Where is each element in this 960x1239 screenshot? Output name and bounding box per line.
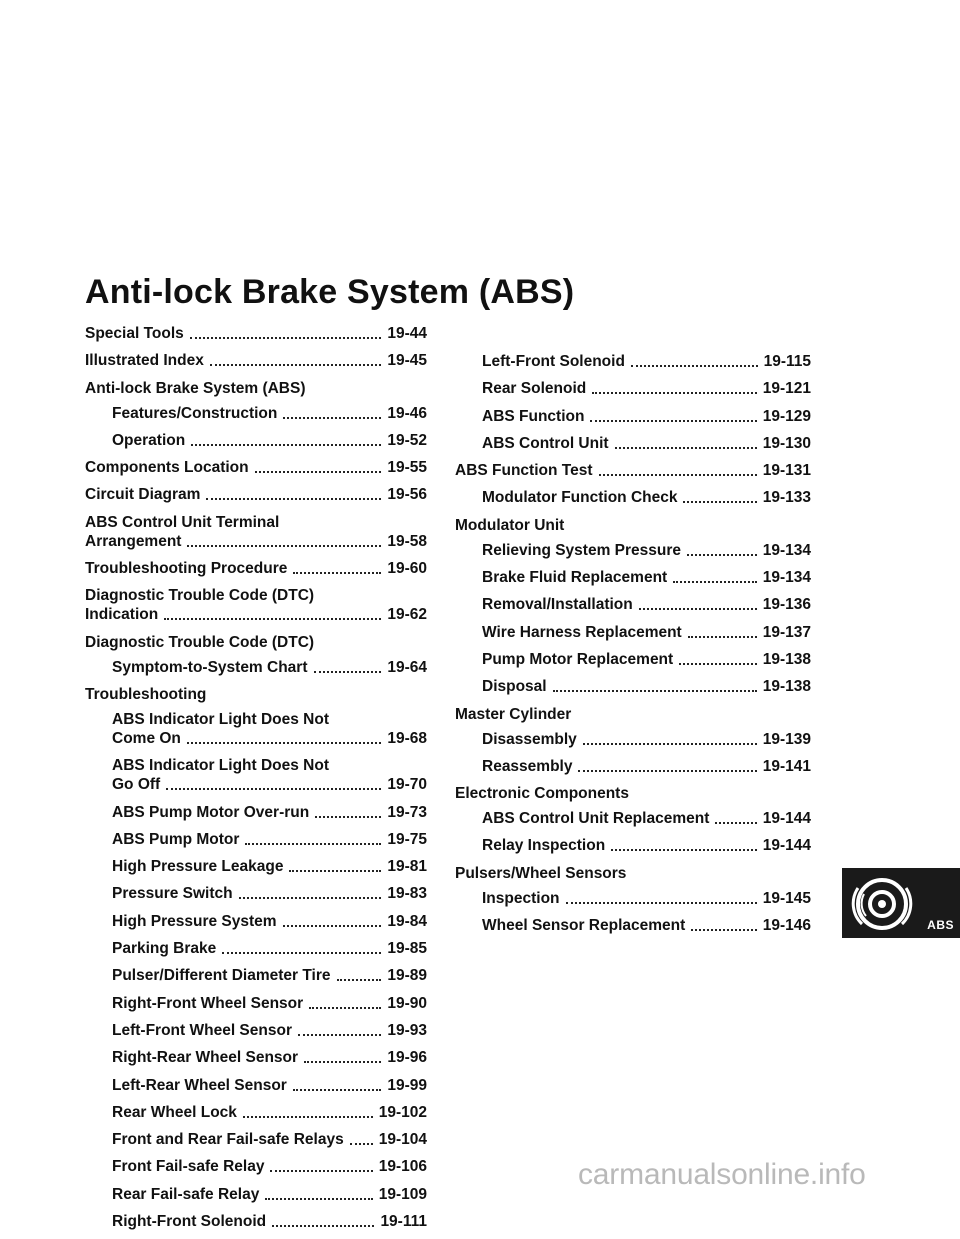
page-title: Anti-lock Brake System (ABS) bbox=[85, 273, 575, 311]
toc-section-heading: Electronic Components bbox=[455, 785, 629, 803]
toc-entry-label: ABS Control Unit Terminal bbox=[85, 513, 280, 531]
dot-leader bbox=[222, 952, 381, 954]
toc-entry[interactable] bbox=[455, 407, 811, 426]
dot-leader bbox=[239, 897, 382, 899]
toc-entry[interactable] bbox=[455, 434, 811, 453]
toc-entry-label: ABS Indicator Light Does Not bbox=[112, 757, 329, 775]
toc-entry[interactable] bbox=[455, 595, 811, 614]
toc-entry-label: Right-Front Wheel Sensor bbox=[112, 994, 304, 1012]
dot-leader bbox=[255, 471, 382, 473]
toc-entry-label: Illustrated Index bbox=[85, 352, 204, 370]
dot-leader bbox=[314, 671, 382, 673]
dot-leader bbox=[164, 618, 381, 620]
toc-section-heading: Master Cylinder bbox=[455, 705, 572, 723]
toc-entry-label: Rear Solenoid bbox=[482, 380, 587, 398]
toc-entry[interactable] bbox=[455, 623, 811, 642]
dot-leader bbox=[206, 498, 381, 500]
toc-page-number: 19-146 bbox=[762, 917, 811, 935]
dot-leader bbox=[309, 1007, 381, 1009]
toc-entry-label: ABS Function Test bbox=[455, 462, 593, 480]
dot-leader bbox=[283, 417, 381, 419]
toc-entry-label: ABS Pump Motor bbox=[112, 830, 240, 848]
toc-entry[interactable] bbox=[85, 939, 427, 958]
toc-entry-label: Arrangement bbox=[85, 532, 182, 550]
toc-page-number: 19-104 bbox=[378, 1131, 427, 1149]
toc-page-number: 19-144 bbox=[762, 810, 811, 828]
toc-page-number: 19-62 bbox=[387, 606, 427, 624]
toc-page-number: 19-109 bbox=[378, 1185, 427, 1203]
dot-leader bbox=[687, 554, 757, 556]
dot-leader bbox=[673, 581, 757, 583]
toc-entry[interactable] bbox=[85, 994, 427, 1013]
toc-page-number: 19-111 bbox=[380, 1213, 427, 1231]
toc-entry-label: Relay Inspection bbox=[482, 837, 606, 855]
toc-page-number: 19-99 bbox=[387, 1076, 427, 1094]
toc-section-heading: Modulator Unit bbox=[455, 516, 565, 534]
toc-page-number: 19-93 bbox=[387, 1021, 427, 1039]
toc-entry[interactable] bbox=[85, 324, 427, 343]
dot-leader bbox=[265, 1198, 372, 1200]
toc-page-number: 19-45 bbox=[387, 352, 427, 370]
toc-entry-label: ABS Pump Motor Over-run bbox=[112, 803, 310, 821]
toc-entry[interactable] bbox=[455, 757, 811, 776]
toc-page-number: 19-138 bbox=[762, 650, 811, 668]
toc-entry-label: Parking Brake bbox=[112, 940, 217, 958]
dot-leader bbox=[631, 365, 758, 367]
toc-entry-label: Components Location bbox=[85, 459, 249, 477]
dot-leader bbox=[187, 742, 381, 744]
dot-leader bbox=[566, 902, 757, 904]
toc-entry[interactable] bbox=[85, 586, 427, 624]
toc-entry[interactable] bbox=[85, 830, 427, 849]
toc-entry[interactable] bbox=[85, 404, 427, 423]
toc-entry[interactable] bbox=[455, 352, 811, 371]
toc-entry-label: Removal/Installation bbox=[482, 596, 633, 614]
dot-leader bbox=[691, 929, 756, 931]
dot-leader bbox=[243, 1116, 373, 1118]
abs-tab-label: ABS bbox=[927, 918, 954, 932]
dot-leader bbox=[210, 364, 381, 366]
toc-page-number: 19-44 bbox=[387, 325, 427, 342]
toc-page-number: 19-68 bbox=[387, 729, 427, 747]
toc-page-number: 19-60 bbox=[387, 560, 427, 578]
toc-section-heading: Pulsers/Wheel Sensors bbox=[455, 864, 627, 882]
toc-entry-label: Features/Construction bbox=[112, 404, 278, 422]
toc-entry-label: Diagnostic Trouble Code (DTC) bbox=[85, 587, 315, 605]
toc-entry[interactable] bbox=[455, 677, 811, 696]
toc-entry-label: Wire Harness Replacement bbox=[482, 623, 682, 641]
toc-entry-label: Pulser/Different Diameter Tire bbox=[112, 967, 331, 985]
toc-entry-label: Circuit Diagram bbox=[85, 486, 201, 504]
toc-entry[interactable] bbox=[455, 889, 811, 908]
dot-leader bbox=[187, 545, 381, 547]
toc-page-number: 19-133 bbox=[762, 489, 811, 507]
toc-entry-label: Left-Front Wheel Sensor bbox=[112, 1021, 292, 1039]
dot-leader bbox=[611, 849, 757, 851]
toc-page-number: 19-58 bbox=[387, 532, 427, 550]
toc-entry[interactable] bbox=[455, 379, 811, 398]
toc-entry[interactable] bbox=[85, 884, 427, 903]
toc-entry-label: Wheel Sensor Replacement bbox=[482, 917, 686, 935]
toc-entry[interactable] bbox=[85, 1021, 427, 1040]
toc-page-number: 19-81 bbox=[387, 858, 427, 876]
toc-entry-label: Pump Motor Replacement bbox=[482, 650, 674, 668]
toc-page-number: 19-130 bbox=[762, 434, 811, 452]
toc-entry-label: Special Tools bbox=[85, 325, 184, 342]
toc-page-number: 19-131 bbox=[762, 462, 811, 480]
toc-entry[interactable] bbox=[455, 568, 811, 587]
toc-entry-label: Left-Front Solenoid bbox=[482, 353, 625, 370]
dot-leader bbox=[679, 663, 757, 665]
toc-entry-label: High Pressure System bbox=[112, 912, 277, 930]
toc-entry[interactable] bbox=[85, 710, 427, 748]
toc-page-number: 19-106 bbox=[378, 1158, 427, 1176]
toc-left-column bbox=[85, 324, 427, 1239]
toc-entry[interactable] bbox=[85, 1185, 427, 1204]
dot-leader bbox=[293, 1089, 381, 1091]
toc-page-number: 19-70 bbox=[387, 776, 427, 794]
watermark: carmanualsonline.info bbox=[578, 1158, 866, 1191]
toc-entry[interactable] bbox=[85, 431, 427, 450]
toc-entry-label: Right-Front Solenoid bbox=[112, 1213, 267, 1231]
toc-entry[interactable] bbox=[85, 1103, 427, 1122]
toc-entry[interactable] bbox=[85, 513, 427, 551]
toc-entry-label: ABS Control Unit Replacement bbox=[482, 810, 710, 828]
toc-page-number: 19-121 bbox=[762, 380, 811, 398]
toc-page-number: 19-73 bbox=[387, 803, 427, 821]
toc-entry[interactable] bbox=[85, 458, 427, 477]
dot-leader bbox=[315, 816, 381, 818]
dot-leader bbox=[166, 788, 381, 790]
toc-entry[interactable] bbox=[85, 1212, 427, 1231]
toc-page-number: 19-134 bbox=[762, 541, 811, 559]
toc-entry-label: ABS Control Unit bbox=[482, 434, 609, 452]
toc-page-number: 19-145 bbox=[762, 889, 811, 907]
toc-entry[interactable] bbox=[85, 912, 427, 931]
toc-entry-label: Modulator Function Check bbox=[482, 489, 678, 507]
toc-entry[interactable] bbox=[85, 351, 427, 370]
toc-entry-label: Troubleshooting Procedure bbox=[85, 560, 288, 578]
toc-entry-label: Front Fail-safe Relay bbox=[112, 1158, 265, 1176]
toc-page-number: 19-129 bbox=[762, 407, 811, 425]
dot-leader bbox=[683, 501, 756, 503]
dot-leader bbox=[553, 690, 757, 692]
toc-entry[interactable] bbox=[85, 559, 427, 578]
toc-page-number: 19-139 bbox=[762, 730, 811, 748]
toc-page-number: 19-141 bbox=[762, 757, 811, 775]
toc-section-heading: Anti-lock Brake System (ABS) bbox=[85, 379, 306, 397]
toc-page-number: 19-84 bbox=[387, 912, 427, 930]
toc-page-number: 19-90 bbox=[387, 994, 427, 1012]
dot-leader bbox=[293, 572, 381, 574]
toc-entry-label: ABS Indicator Light Does Not bbox=[112, 710, 329, 728]
toc-page-number: 19-115 bbox=[763, 353, 811, 370]
toc-entry[interactable] bbox=[85, 1157, 427, 1176]
toc-page-number: 19-64 bbox=[387, 658, 427, 676]
toc-page-number: 19-138 bbox=[762, 678, 811, 696]
toc-entry-label: Symptom-to-System Chart bbox=[112, 658, 308, 676]
toc-entry-label: Go Off bbox=[112, 776, 161, 794]
toc-page-number: 19-75 bbox=[387, 830, 427, 848]
toc-entry[interactable] bbox=[455, 836, 811, 855]
toc-entry[interactable] bbox=[455, 488, 811, 507]
toc-entry-label: High Pressure Leakage bbox=[112, 858, 284, 876]
toc-entry-label: Reassembly bbox=[482, 757, 573, 775]
toc-page-number: 19-46 bbox=[387, 404, 427, 422]
toc-entry-label: Brake Fluid Replacement bbox=[482, 569, 668, 587]
brake-disc-icon bbox=[848, 874, 918, 934]
toc-entry[interactable] bbox=[85, 485, 427, 504]
dot-leader bbox=[615, 447, 757, 449]
toc-entry-label: Right-Rear Wheel Sensor bbox=[112, 1049, 299, 1067]
toc-page-number: 19-52 bbox=[387, 431, 427, 449]
toc-entry[interactable] bbox=[455, 809, 811, 828]
dot-leader bbox=[583, 743, 757, 745]
toc-entry-label: ABS Function bbox=[482, 407, 585, 425]
toc-entry[interactable] bbox=[455, 916, 811, 935]
abs-section-tab[interactable] bbox=[842, 868, 960, 938]
toc-entry[interactable] bbox=[85, 756, 427, 794]
dot-leader bbox=[190, 337, 382, 339]
toc-page-number: 19-137 bbox=[762, 623, 811, 641]
toc-page-number: 19-85 bbox=[387, 940, 427, 958]
dot-leader bbox=[289, 870, 381, 872]
toc-entry[interactable] bbox=[455, 461, 811, 480]
toc-entry-label: Indication bbox=[85, 606, 159, 624]
dot-leader bbox=[283, 925, 382, 927]
dot-leader bbox=[298, 1034, 381, 1036]
toc-page-number: 19-56 bbox=[387, 486, 427, 504]
toc-section-heading: Troubleshooting bbox=[85, 685, 207, 703]
toc-entry-label: Disposal bbox=[482, 678, 547, 696]
toc-page-number: 19-96 bbox=[387, 1049, 427, 1067]
toc-page-number: 19-55 bbox=[387, 459, 427, 477]
toc-entry-label: Inspection bbox=[482, 889, 560, 907]
dot-leader bbox=[715, 822, 756, 824]
dot-leader bbox=[245, 843, 381, 845]
toc-entry[interactable] bbox=[85, 658, 427, 677]
toc-entry[interactable] bbox=[85, 803, 427, 822]
dot-leader bbox=[350, 1143, 373, 1145]
toc-entry[interactable] bbox=[85, 966, 427, 985]
dot-leader bbox=[272, 1225, 374, 1227]
toc-page-number: 19-102 bbox=[378, 1103, 427, 1121]
dot-leader bbox=[599, 474, 757, 476]
dot-leader bbox=[191, 444, 381, 446]
toc-entry[interactable] bbox=[85, 857, 427, 876]
toc-entry-label: Front and Rear Fail-safe Relays bbox=[112, 1131, 344, 1149]
toc-entry[interactable] bbox=[455, 541, 811, 560]
dot-leader bbox=[304, 1061, 381, 1063]
toc-entry-label: Operation bbox=[112, 431, 186, 449]
toc-entry[interactable] bbox=[85, 1130, 427, 1149]
toc-entry-label: Disassembly bbox=[482, 730, 577, 748]
toc-page-number: 19-144 bbox=[762, 837, 811, 855]
toc-entry-label: Pressure Switch bbox=[112, 885, 233, 903]
toc-entry[interactable] bbox=[85, 1076, 427, 1095]
toc-page-number: 19-136 bbox=[762, 596, 811, 614]
toc-section-heading: Diagnostic Trouble Code (DTC) bbox=[85, 633, 315, 651]
dot-leader bbox=[590, 420, 756, 422]
dot-leader bbox=[337, 979, 382, 981]
dot-leader bbox=[688, 636, 757, 638]
toc-page-number: 19-134 bbox=[762, 569, 811, 587]
toc-page-number: 19-89 bbox=[387, 967, 427, 985]
toc-entry-label: Rear Fail-safe Relay bbox=[112, 1185, 260, 1203]
dot-leader bbox=[639, 608, 757, 610]
toc-entry[interactable] bbox=[455, 730, 811, 749]
toc-entry-label: Rear Wheel Lock bbox=[112, 1103, 237, 1121]
toc-entry-label: Relieving System Pressure bbox=[482, 541, 682, 559]
toc-page-number: 19-83 bbox=[387, 885, 427, 903]
dot-leader bbox=[270, 1170, 372, 1172]
toc-right-column bbox=[455, 352, 811, 943]
dot-leader bbox=[578, 770, 756, 772]
toc-entry-label: Come On bbox=[112, 729, 181, 747]
dot-leader bbox=[592, 392, 757, 394]
toc-entry[interactable] bbox=[85, 1048, 427, 1067]
toc-entry-label: Left-Rear Wheel Sensor bbox=[112, 1076, 287, 1094]
toc-entry[interactable] bbox=[455, 650, 811, 669]
